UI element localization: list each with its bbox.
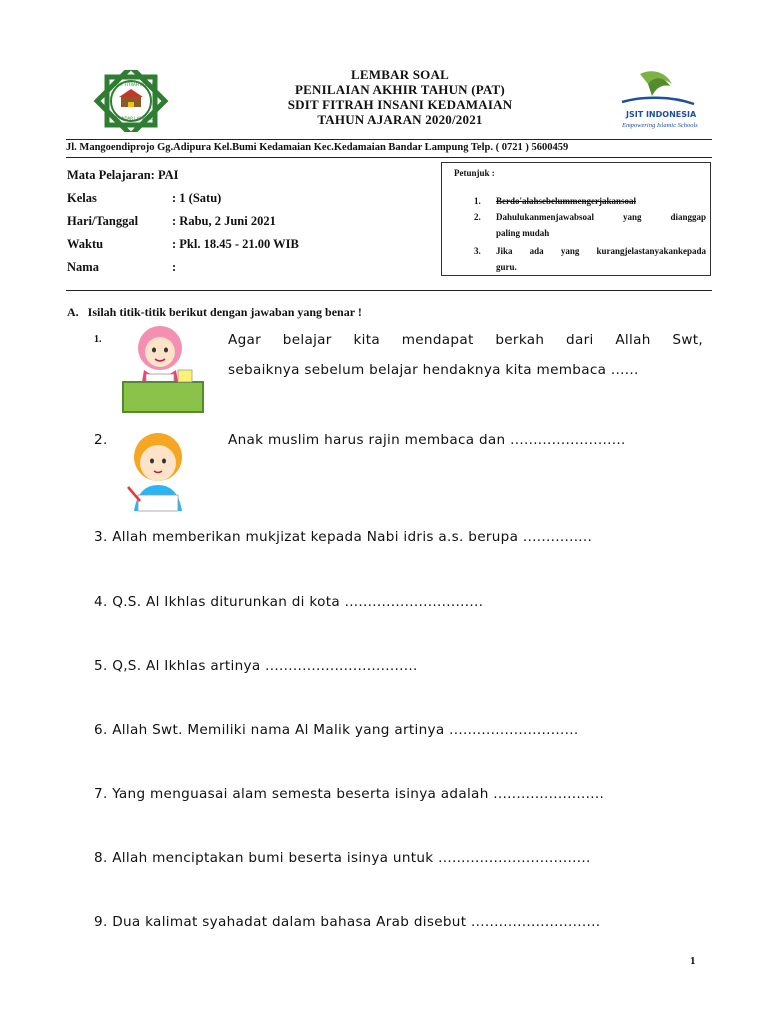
instruction-text-line: guru. [496, 262, 517, 272]
time-label: Waktu [67, 237, 104, 251]
question-2-number: 2. [94, 432, 108, 448]
jsit-logo [612, 66, 702, 136]
instruction-text-line: paling mudah [496, 228, 550, 238]
name-value: : [172, 260, 177, 274]
girl-reading-illustration [118, 320, 208, 416]
page-number: 1 [690, 955, 696, 967]
question-3-text: 3. Allah memberikan mukjizat kepada Nabi idris a.s. berupa ............... [94, 529, 593, 545]
time-value: : Pkl. 18.45 - 21.00 WIB [172, 237, 299, 251]
question-1-number: 1. [94, 334, 102, 345]
divider-address [66, 157, 712, 158]
instruction-number: 1. [474, 196, 481, 206]
title-line-4: TAHUN AJARAN 2020/2021 [317, 112, 483, 127]
instruction-number: 2. [474, 212, 481, 222]
class-label: Kelas [67, 191, 97, 205]
divider-top [66, 139, 712, 140]
question-1-text-line-1: Agar belajar kita mendapat berkah dari Allah Swt, [228, 332, 703, 348]
section-a-instruction: A. Isilah titik-titik berikut dengan jawaban yang benar ! [67, 305, 362, 319]
instructions-title: Petunjuk : [454, 168, 495, 178]
question-1-line-2: sebaiknya sebelum belajar hendaknya kita membaca ...... [228, 362, 639, 378]
subject-label: Mata Pelajaran: PAI [67, 168, 179, 182]
divider-info [66, 290, 712, 291]
question-2-text: Anak muslim harus rajin membaca dan ......................... [228, 432, 626, 448]
title-line-1: LEMBAR SOAL [351, 67, 449, 82]
instruction-text [496, 243, 706, 275]
name-label: Nama [67, 260, 99, 274]
question-5-text: 5. Q,S. Al Ikhlas artinya ................................. [94, 658, 418, 674]
class-value: : 1 (Satu) [172, 191, 222, 205]
instruction-text: Berdo'alahsebelummengerjakansoal [496, 196, 637, 206]
instruction-text-line: Dahulukanmenjawabsoal yang dianggap [496, 212, 706, 222]
date-label: Hari/Tanggal [67, 214, 139, 228]
title-line-2: PENILAIAN AKHIR TAHUN (PAT) [295, 82, 505, 97]
question-7-text: 7. Yang menguasai alam semesta beserta isinya adalah ........................ [94, 786, 605, 802]
school-address: Jl. Mangoendiprojo Gg.Adipura Kel.Bumi Kedamaian Kec.Kedamaian Bandar Lampung Telp. ( 0721 ) 5600459 [66, 142, 569, 153]
logo-left-bottom-text: BANDAR LAMPUNG [116, 116, 155, 121]
instructions-box [441, 162, 711, 276]
instruction-text [496, 209, 706, 241]
question-6-text: 6. Allah Swt. Memiliki nama Al Malik yang artinya ............................ [94, 722, 579, 738]
boy-writing-illustration [120, 427, 200, 515]
logo-left-top-text: SDIT FITRAH INSANI [114, 82, 154, 87]
question-9-text: 9. Dua kalimat syahadat dalam bahasa Arab disebut ............................ [94, 914, 601, 930]
logo-right-tagline: Empowering Islamic Schools [622, 122, 698, 129]
logo-right-text: JSIT INDONESIA [626, 110, 697, 119]
date-value: : Rabu, 2 Juni 2021 [172, 214, 276, 228]
question-4-text: 4. Q.S. Al Ikhlas diturunkan di kota .............................. [94, 594, 484, 610]
question-1-line-1 [228, 332, 703, 348]
document-title [200, 67, 600, 127]
instruction-number: 3. [474, 246, 481, 256]
school-logo [88, 70, 174, 132]
instruction-text-line: Jika ada yang kurangjelastanyakankepada [496, 246, 706, 256]
question-8-text: 8. Allah menciptakan bumi beserta isinya untuk ................................. [94, 850, 591, 866]
title-line-3: SDIT FITRAH INSANI KEDAMAIAN [287, 97, 513, 112]
